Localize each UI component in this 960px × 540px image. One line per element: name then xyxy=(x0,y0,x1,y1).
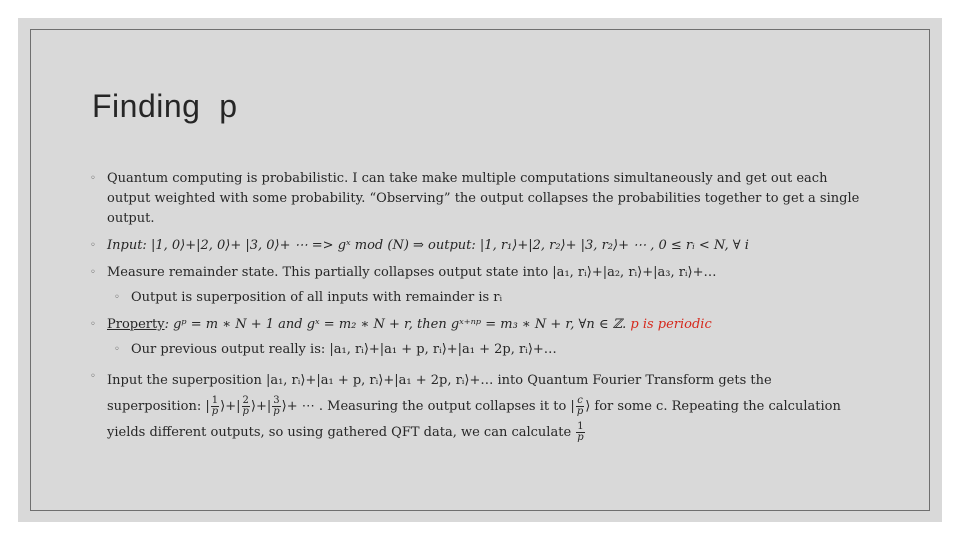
fraction-numerator: 2 xyxy=(242,395,249,406)
text-segment: ⟩ for some c. Repeating the calculation xyxy=(585,399,841,414)
bullet-list xyxy=(90,170,870,455)
fraction-denominator: p xyxy=(576,406,584,417)
fraction-denominator: p xyxy=(211,406,219,417)
bullet-text-line xyxy=(107,394,870,420)
text-segment: yields different outputs, so using gathered QFT data, we can calculate xyxy=(107,425,572,440)
text-segment: ⟩+ ⋯ . Measuring the output collapses it to | xyxy=(281,399,575,414)
text-segment: superposition: | xyxy=(107,399,210,414)
bullet-marker-icon: ◦ xyxy=(90,267,96,278)
bullet-text: Input: |1, 0⟩+|2, 0⟩+ |3, 0⟩+ ⋯ => gˣ mod (N) ⇒ output: |1, r₁⟩+|2, r₂⟩+ |3, r₂⟩+ ⋯ , 0 ≤ rᵢ < N, ∀ i xyxy=(107,238,749,253)
bullet-item xyxy=(90,368,870,446)
bullet-text: Output is superposition of all inputs with remainder is rᵢ xyxy=(131,290,503,305)
slide xyxy=(18,18,942,522)
bullet-item xyxy=(90,316,870,334)
bullet-text: : gᵖ = m ∗ N + 1 and gˣ = m₂ ∗ N + r, then gˣ⁺ⁿᵖ = m₃ ∗ N + r, ∀n ∈ ℤ. xyxy=(164,317,627,332)
fraction xyxy=(242,396,250,417)
bullet-item xyxy=(90,264,870,282)
fraction-numerator: 1 xyxy=(577,421,584,432)
fraction-numerator: c xyxy=(577,395,583,406)
bullet-marker-icon: ◦ xyxy=(114,292,120,303)
bullet-text-line: Input the superposition |a₁, rᵢ⟩+|a₁ + p, rᵢ⟩+|a₁ + 2p, rᵢ⟩+… into Quantum Fourier Transform gets the xyxy=(107,373,772,388)
bullet-marker-icon: ◦ xyxy=(90,173,96,184)
fraction-numerator: 3 xyxy=(273,395,280,406)
bullet-text: Measure remainder state. This partially collapses output state into |a₁, rᵢ⟩+|a₂, rᵢ⟩+|a₃, rᵢ⟩+… xyxy=(107,265,717,280)
bullet-marker-icon: ◦ xyxy=(114,344,120,355)
bullet-marker-icon: ◦ xyxy=(90,319,96,330)
text-segment: ⟩+| xyxy=(220,399,241,414)
text-segment: ⟩+| xyxy=(250,399,272,414)
sub-bullet-item xyxy=(114,289,870,307)
fraction-denominator: p xyxy=(242,406,249,417)
bullet-text: Our previous output really is: |a₁, rᵢ⟩+|a₁ + p, rᵢ⟩+|a₁ + 2p, rᵢ⟩+… xyxy=(131,342,557,357)
fraction xyxy=(211,396,219,417)
property-label: Property xyxy=(107,317,165,332)
fraction-denominator: p xyxy=(273,406,280,417)
fraction-numerator: 1 xyxy=(211,395,219,406)
bullet-text-line: Quantum computing is probabilistic. I can take make multiple computations simultaneously and get out each xyxy=(107,171,828,186)
bullet-item xyxy=(90,170,870,228)
periodic-highlight: p is periodic xyxy=(630,317,712,332)
bullet-marker-icon: ◦ xyxy=(90,240,96,251)
fraction xyxy=(272,396,280,417)
fraction xyxy=(576,396,584,417)
bullet-text-line xyxy=(107,420,870,446)
fraction-denominator: p xyxy=(577,432,584,443)
slide-title: Finding p xyxy=(92,88,238,124)
bullet-item xyxy=(90,237,870,255)
fraction xyxy=(576,422,584,443)
bullet-text-line: output weighted with some probability. “Observing” the output collapses the probabilities together to get a single xyxy=(107,191,860,206)
bullet-text-line: output. xyxy=(107,211,155,226)
bullet-marker-icon: ◦ xyxy=(90,371,96,382)
sub-bullet-item xyxy=(114,341,870,359)
